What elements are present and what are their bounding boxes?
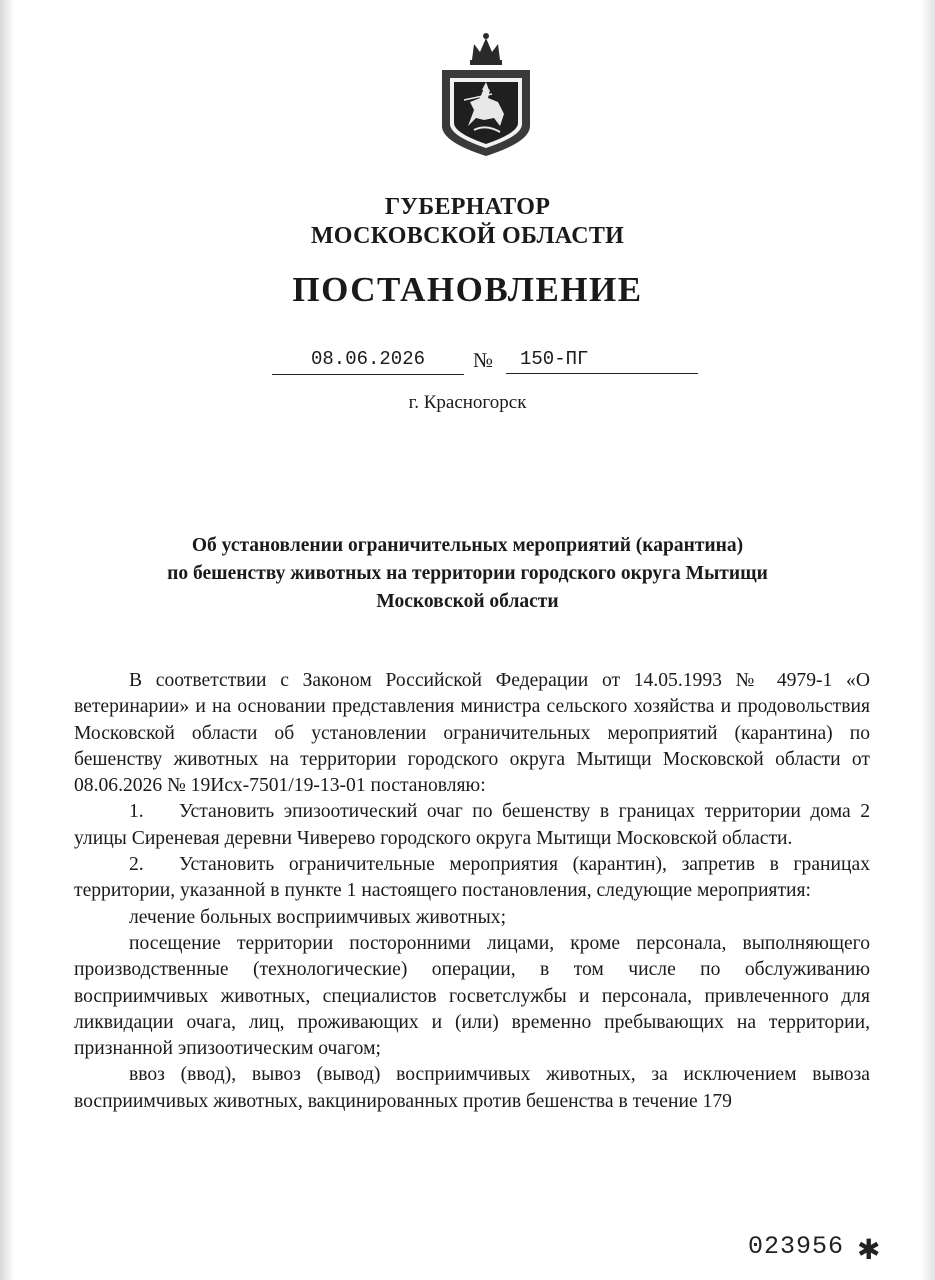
authority-title-line1: ГУБЕРНАТОР <box>384 194 551 220</box>
item-2-number: 2. <box>129 854 144 876</box>
asterisk-mark: ✱ <box>857 1233 881 1266</box>
issue-city: г. Красногорск <box>408 392 527 413</box>
subitem-paragraph: посещение территории посторонними лицами, кроме персонала, выполняющего производственные (технологические) операции, в том числе по обслуживанию восприимчивых животных, специалистов госветслужбы и персонала, привлеченного для ликвидации очага, лиц, проживающих и (или) временно пребывающих на территории, признанной эпизоотическим очагом; <box>74 932 870 1060</box>
form-serial-number: 023956 <box>748 1232 845 1261</box>
decree-title-line1: Об установлении ограничительных мероприятий (карантина) <box>191 535 744 556</box>
item-1-paragraph <box>74 799 870 852</box>
authority-title-line2: МОСКОВСКОЙ ОБЛАСТИ <box>310 223 625 249</box>
page-edge-shadow <box>0 0 14 1280</box>
decree-title-line2: по бешенству животных на территории городского округа Мытищи <box>167 563 768 584</box>
subitem-paragraph: лечение больных восприимчивых животных; <box>129 906 507 928</box>
decree-title-line3: Московской области <box>376 591 559 612</box>
document-type-heading: ПОСТАНОВЛЕНИЕ <box>292 270 643 309</box>
item-1-text: Установить эпизоотический очаг по бешенству в границах территории дома 2 улицы Сиреневая деревни Чиверево городского округа Мытищи Московской области. <box>74 801 870 849</box>
item-2-text: Установить ограничительные мероприятия (карантин), запретив в границах территории, указанной в пункте 1 настоящего постановления, следующие мероприятия: <box>74 854 870 902</box>
document-number: 150-ПГ <box>506 348 698 374</box>
item-2-paragraph <box>74 852 870 905</box>
subitem-paragraph: ввоз (ввод), вывоз (вывод) восприимчивых животных, за исключением вывоза восприимчивых животных, вакцинированных против бешенства в течение 179 <box>74 1064 870 1112</box>
item-1-number: 1. <box>129 801 144 823</box>
coat-of-arms-emblem <box>434 30 538 158</box>
preamble-paragraph: В соответствии с Законом Российской Федерации от 14.05.1993 № 4979-1 «О ветеринарии» и на основании представления министра сельского хозяйства и продовольствия Московской области об установлении ограничительных мероприятий (карантина) по бешенству животных на территории городского округа Мытищи Московской области от 08.06.2026 № 19Исх-7501/19-13-01 постановляю: <box>74 670 870 797</box>
number-sign: № <box>473 348 494 372</box>
page-edge-shadow <box>921 0 935 1280</box>
decree-body <box>74 668 870 1115</box>
document-date: 08.06.2026 <box>272 348 464 375</box>
